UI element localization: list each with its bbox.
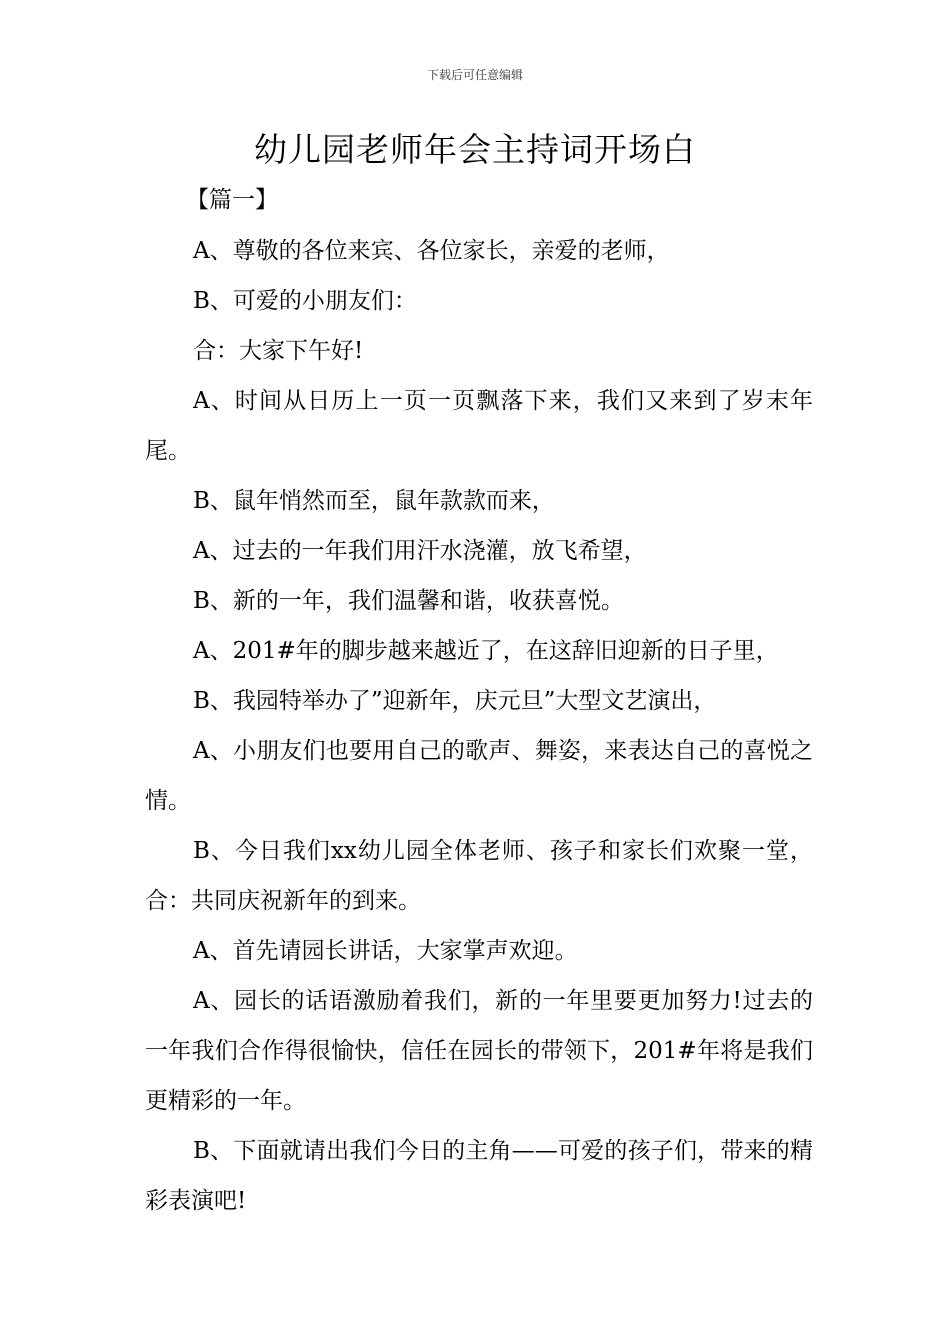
document-title: 幼儿园老师年会主持词开场白 — [254, 130, 696, 169]
paragraph: A、时间从日历上一页一页飘落下来，我们又来到了岁末年尾。 — [145, 388, 813, 464]
paragraph: A、尊敬的各位来宾、各位家长，亲爱的老师， — [193, 238, 670, 264]
paragraph: A、小朋友们也要用自己的歌声、舞姿，来表达自己的喜悦之情。 — [145, 738, 813, 814]
paragraph: 合：大家下午好! — [193, 338, 364, 364]
paragraph: B、下面就请出我们今日的主角——可爱的孩子们，带来的精彩表演吧! — [145, 1138, 813, 1214]
header-note: 下载后可任意编辑 — [426, 68, 523, 82]
paragraph: A、园长的话语激励着我们，新的一年里要更加努力!过去的一年我们合作得很愉快，信任在园长的带领下，201#年将是我们更精彩的一年。 — [145, 988, 813, 1114]
paragraph: B、可爱的小朋友们： — [193, 288, 417, 314]
paragraph: A、201#年的脚步越来越近了，在这辞旧迎新的日子里， — [193, 638, 779, 664]
body-text — [145, 226, 813, 1226]
section-heading: 【篇一】 — [186, 187, 278, 213]
paragraph: A、过去的一年我们用汗水浇灌，放飞希望， — [193, 538, 647, 564]
paragraph: B、我园特举办了”迎新年，庆元旦”大型文艺演出， — [193, 688, 717, 714]
paragraph: B、今日我们xx幼儿园全体老师、孩子和家长们欢聚一堂，合：共同庆祝新年的到来。 — [145, 838, 813, 914]
paragraph: B、新的一年，我们温馨和谐，收获喜悦。 — [193, 588, 624, 614]
paragraph: A、首先请园长讲话，大家掌声欢迎。 — [193, 938, 578, 964]
paragraph: B、鼠年悄然而至，鼠年款款而来， — [193, 488, 555, 514]
